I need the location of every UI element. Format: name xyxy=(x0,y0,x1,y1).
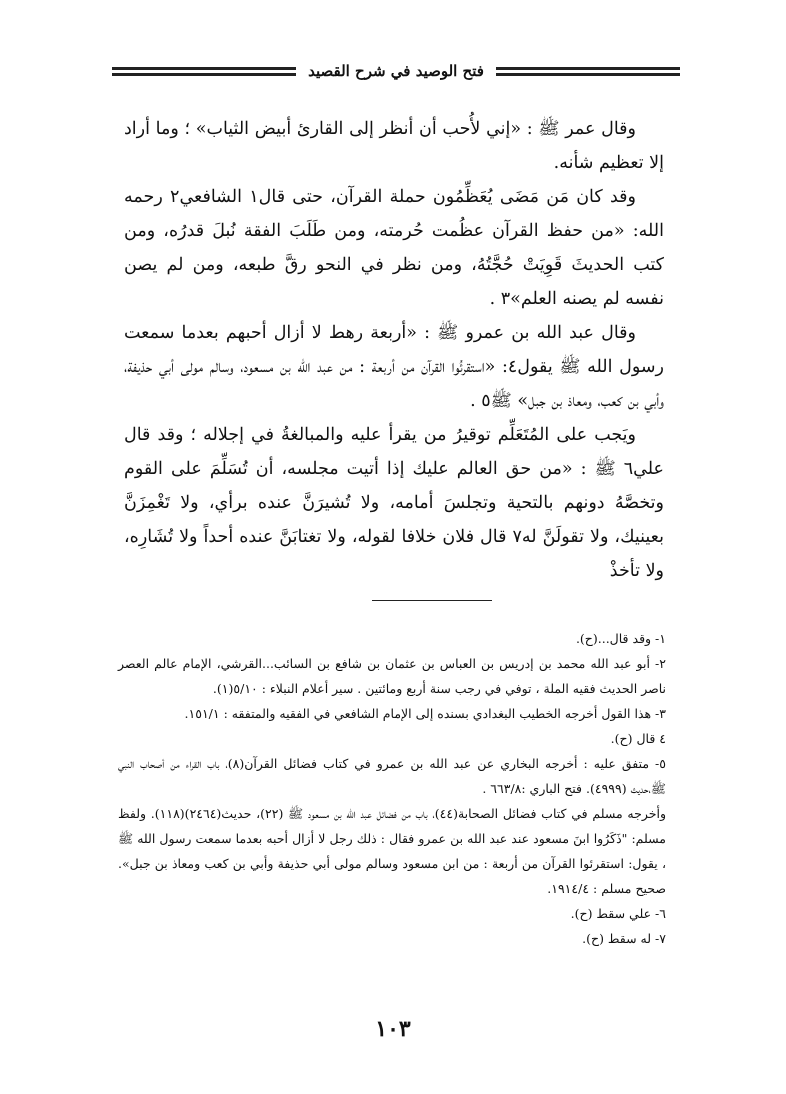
page-number: ١٠٣ xyxy=(375,1016,411,1042)
paragraph-4: ويَجب على المُتَعَلِّم توقيرُ من يقرأ عليه والمبالغةُ في إجلاله ؛ وقد قال علي٦ ﷺ : «من حق العالم عليك إذا أتيت مجلسه، أن تُسَلِّمَ على القوم وتخصَّهُ دونهم بالتحية وتجلسَ أمامه، ولا تُشيرَنَّ عنده برأي، ولا تَغْمِزَنَّ بعينيك، ولا تقولَنَّ له٧ قال فلان خلافا لقوله، ولا تغتابَنَّ عنده أحداً ولا تُشَارِه، ولا تأخذْ xyxy=(124,425,664,581)
footnote-6: ٦- علي سقط (ح). xyxy=(570,906,666,921)
header-rule-left xyxy=(112,67,296,76)
paragraph-1: وقال عمر ﷺ : «إني لأُحب أن أنظر إلى القارئ أبيض الثياب» ؛ وما أراد إلا تعظيم شأنه. xyxy=(124,119,664,173)
footnote-5-continued: وأخرجه مسلم في كتاب فضائل الصحابة(٤٤)، باب من فضائل عبد الله بن مسعود ﷺ (٢٢)، حديث(٢٤٦٤)(١١٨). ولفظ مسلم: "ذَكَرُوا ابنَ مسعود عند عبد الله بن عمرو فقال : ذلك رجل لا أزال أحبه بعدما سمعت رسول الله ﷺ ، يقول: استقرئوا القرآن من أربعة : من ابن مسعود وسالم مولى أبي حذيفة وأبي بن كعب ومعاذ بن جبل». صحيح مسلم : ١٩١٤/٤. xyxy=(118,806,666,896)
footnote-separator xyxy=(372,600,492,601)
footnote-7: ٧- له سقط (ح). xyxy=(582,931,666,946)
main-text xyxy=(124,112,664,588)
footnote-3: ٣- هذا القول أخرجه الخطيب البغدادي بسنده إلى الإمام الشافعي في الفقيه والمتفقه : ١٥١/١. xyxy=(184,706,666,721)
header-rule-right xyxy=(496,67,680,76)
footnote-1: ١- وقد قال...(ح). xyxy=(575,631,666,646)
paragraph-3: وقال عبد الله بن عمرو ﷺ : «أربعة رهط لا أزال أحبهم بعدما سمعت رسول الله ﷺ يقول٤: «استقرئُوا القرآن من أربعة : من عبد الله بن مسعود، وسالم مولى أبي حذيفة، وأبي بن كعب، ومعاذ بن جبل» ﷺ٥ . xyxy=(124,323,664,411)
paragraph-2: وقد كان مَن مَضَى يُعَظِّمُون حملة القرآن، حتى قال١ الشافعي٢ رحمه الله: «من حفظ القرآن عظُمت حُرمته، ومن طَلَبَ الفقة نُبلَ قدرُه، ومن كتب الحديثَ قَوِيَتْ حُجَّتُهُ، ومن نظر في النحو رقَّ طبعه، ومن لم يصن نفسه لم يصنه العلم»٣ . xyxy=(124,187,664,309)
footnote-5: ٥- متفق عليه : أخرجه البخاري عن عبد الله بن عمرو في كتاب فضائل القرآن(٨)، باب القراء من أصحاب النبي ﷺ،حديث (٤٩٩٩). فتح الباري :٦٦٣/٨ . xyxy=(118,756,666,796)
footnotes xyxy=(118,626,666,951)
footnote-4: ٤ قال (ح). xyxy=(610,731,666,746)
running-header xyxy=(112,58,680,84)
footnote-2: ٢- أبو عبد الله محمد بن إدريس بن العباس بن عثمان بن شافع بن السائب...القرشي، الإمام عالم العصر ناصر الحديث فقيه الملة ، توفي في رجب سنة أربع ومائتين . سير أعلام النبلاء : ٥/١٠(١). xyxy=(118,656,666,696)
header-title: فتح الوصيد في شرح القصيد xyxy=(308,62,484,80)
